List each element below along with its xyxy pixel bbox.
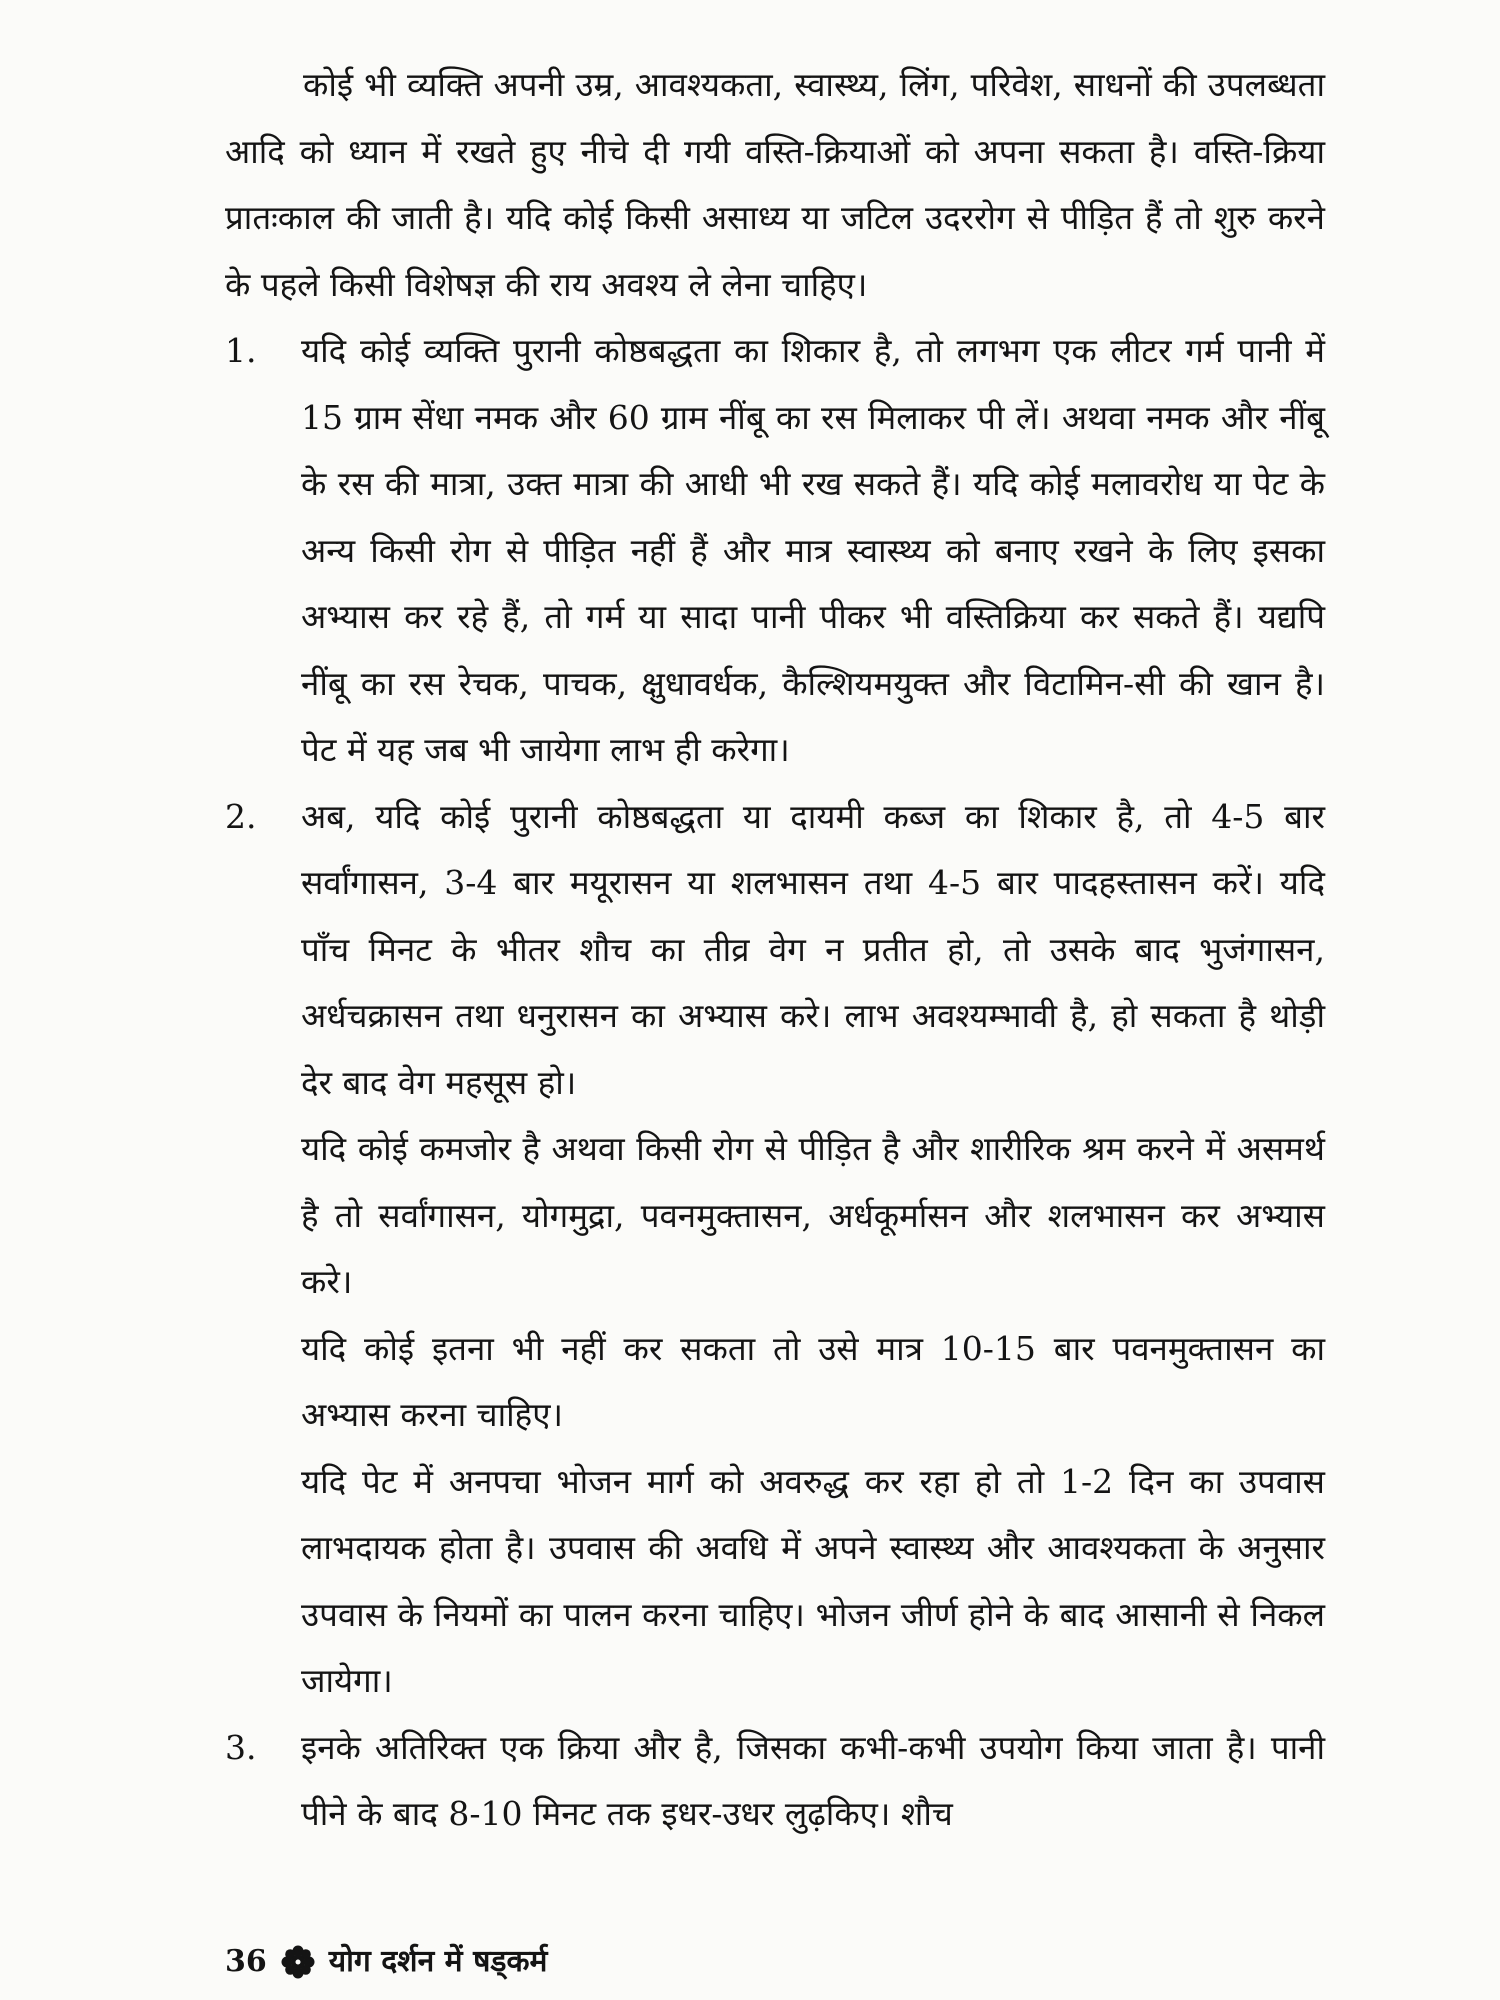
list-item-paragraph: अब, यदि कोई पुरानी कोष्ठबद्धता या दायमी कब्ज का शिकार है, तो 4-5 बार सर्वांगासन, 3-4 बार मयूरासन या शलभासन तथा 4-5 बार पादहस्तासन करें। यदि पाँच मिनट के भीतर शौच का तीव्र वेग न प्रतीत हो, तो उसके बाद भुजंगासन, अर्धचक्रासन तथा धनुरासन का अभ्यास करे। लाभ अवश्यम्भावी है, हो सकता है थोड़ी देर बाद वेग महसूस हो।: [301, 796, 1325, 1102]
list-item-1: [225, 318, 1325, 784]
list-item-number: 2.: [225, 796, 257, 836]
list-item-3: [225, 1715, 1325, 1848]
list-item-number: 3.: [225, 1727, 257, 1767]
list-item-number: 1.: [225, 331, 257, 370]
page-body: [225, 52, 1325, 1848]
list-item-paragraph: यदि कोई इतना भी नहीं कर सकता तो उसे मात्र 10-15 बार पवनमुक्तासन का अभ्यास करना चाहिए।: [301, 1328, 1325, 1434]
book-title: योग दर्शन में षड्कर्म: [328, 1944, 548, 1979]
list-item-paragraph: यदि कोई व्यक्ति पुरानी कोष्ठबद्धता का शिकार है, तो लगभग एक लीटर गर्म पानी में 15 ग्राम सेंधा नमक और 60 ग्राम नींबू का रस मिलाकर पी लें। अथवा नमक और नींबू के रस की मात्रा, उक्त मात्रा की आधी भी रख सकते हैं। यदि कोई मलावरोध या पेट के अन्य किसी रोग से पीड़ित नहीं हैं और मात्र स्वास्थ्य को बनाए रखने के लिए इसका अभ्यास कर रहे हैं, तो गर्म या सादा पानी पीकर भी वस्तिक्रिया कर सकते हैं। यद्यपि नींबू का रस रेचक, पाचक, क्षुधावर्धक, कैल्शियमयुक्त और विटामिन-सी की खान है। पेट में यह जब भी जायेगा लाभ ही करेगा।: [301, 331, 1325, 769]
intro-paragraph: कोई भी व्यक्ति अपनी उम्र, आवश्यकता, स्वास्थ्य, लिंग, परिवेश, साधनों की उपलब्धता आदि को ध्यान में रखते हुए नीचे दी गयी वस्ति-क्रियाओं को अपना सकता है। वस्ति-क्रिया प्रातःकाल की जाती है। यदि कोई किसी असाध्य या जटिल उदररोग से पीड़ित हैं तो शुरु करने के पहले किसी विशेषज्ञ की राय अवश्य ले लेना चाहिए।: [225, 65, 1325, 304]
page-footer: [225, 1942, 547, 1982]
list-item-paragraph: यदि कोई कमजोर है अथवा किसी रोग से पीड़ित है और शारीरिक श्रम करने में असमर्थ है तो सर्वांगासन, योगमुद्रा, पवनमुक्तासन, अर्धकूर्मासन और शलभासन कर अभ्यास करे।: [301, 1129, 1325, 1301]
flower-icon: [281, 1945, 315, 1979]
list-item-paragraph: यदि पेट में अनपचा भोजन मार्ग को अवरुद्ध कर रहा हो तो 1-2 दिन का उपवास लाभदायक होता है। उपवास की अवधि में अपने स्वास्थ्य और आवश्यकता के अनुसार उपवास के नियमों का पालन करना चाहिए। भोजन जीर्ण होने के बाद आसानी से निकल जायेगा।: [301, 1461, 1325, 1700]
list-item-2: [225, 784, 1325, 1715]
list-item-paragraph: इनके अतिरिक्त एक क्रिया और है, जिसका कभी-कभी उपयोग किया जाता है। पानी पीने के बाद 8-10 मिनट तक इधर-उधर लुढ़किए। शौच: [301, 1727, 1325, 1833]
page-number: 36: [225, 1944, 267, 1979]
